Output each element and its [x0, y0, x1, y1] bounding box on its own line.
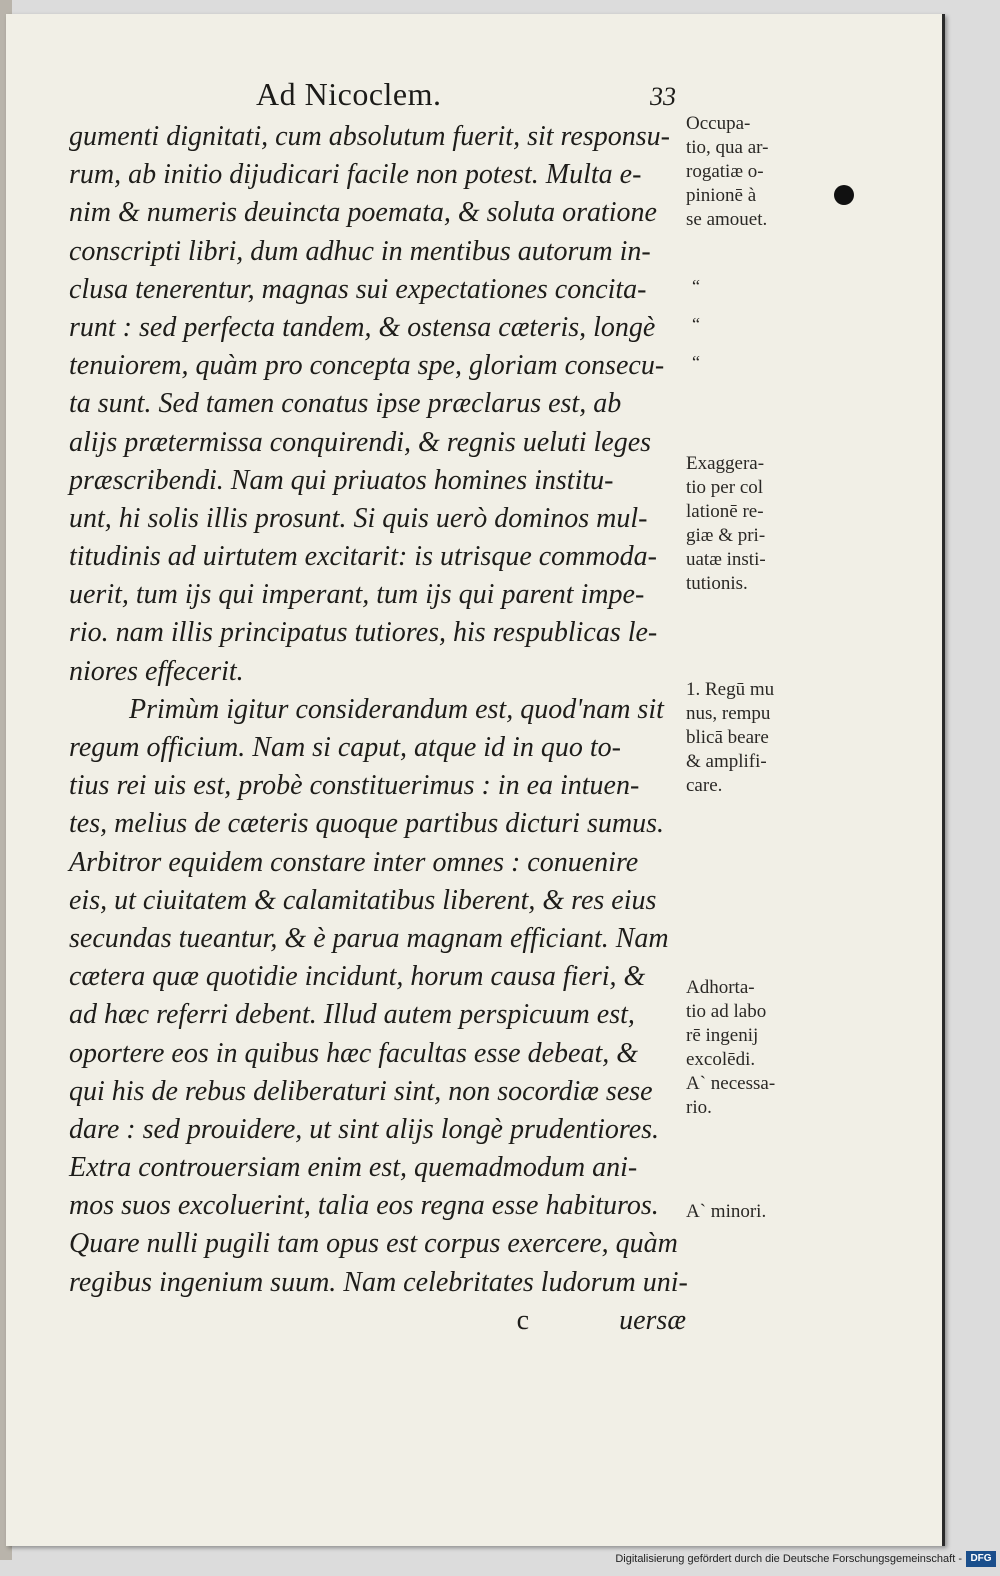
- paragraph-start-line: Primùm igitur considerandum est, quod'nam sit: [129, 693, 664, 725]
- text-line: clusa tenerentur, magnas sui expectationes concita-: [69, 273, 647, 305]
- margin-note-regum-munus: 1. Regū mu nus, rempu blicā beare & amplifi- care.: [686, 679, 775, 796]
- text-line: mos suos excoluerint, talia eos regna esse habituros.: [69, 1190, 659, 1222]
- text-line: Extra controuersiam enim est, quemadmodum ani-: [69, 1152, 638, 1184]
- quote-mark: “: [692, 314, 700, 335]
- text-line: dare : sed prouidere, ut sint alijs longè prudentiores.: [69, 1113, 660, 1145]
- text-line: runt : sed perfecta tandem, & ostensa cæteris, longè: [69, 311, 656, 343]
- dfg-logo: DFG: [966, 1551, 996, 1567]
- text-line: conscripti libri, dum adhuc in mentibus autorum in-: [69, 235, 651, 267]
- text-line: ta sunt. Sed tamen conatus ipse præclarus est, ab: [69, 388, 622, 420]
- quote-mark: “: [692, 276, 700, 296]
- quote-mark: “: [692, 352, 700, 373]
- text-line: secundas tueantur, & è parua magnam efficiant. Nam: [69, 922, 669, 954]
- text-line: tenuiorem, quàm pro concepta spe, gloriam consecu-: [69, 350, 665, 382]
- text-line: tius rei uis est, probè constituerimus : in ea intuen-: [69, 770, 640, 802]
- text-line: rum, ab initio dijudicari facile non potest. Multa e-: [69, 159, 642, 191]
- text-line: eis, ut ciuitatem & calamitatibus liberent, & res eius: [69, 884, 657, 916]
- signature-line: [69, 1302, 689, 1340]
- text-line: niores effecerit.: [69, 655, 244, 687]
- text-line: ad hæc referri debent. Illud autem perspicuum est,: [69, 999, 635, 1031]
- text-line: Quare nulli pugili tam opus est corpus exercere, quàm: [69, 1228, 678, 1260]
- text-line: uerit, tum ijs qui imperant, tum ijs qui parent impe-: [69, 579, 645, 611]
- text-line: unt, hi solis illis prosunt. Si quis uerò dominos mul-: [69, 502, 648, 534]
- text-line: nim & numeris deuincta poemata, & soluta oratione: [69, 197, 657, 229]
- text-line: gumenti dignitati, cum absolutum fuerit, sit responsu-: [69, 121, 670, 152]
- margin-note-a-minori: A` minori.: [686, 1201, 767, 1222]
- text-line: alijs prætermissa conquirendi, & regnis ueluti leges: [69, 426, 652, 458]
- book-page: [6, 14, 945, 1546]
- page-number: 33: [650, 82, 676, 111]
- margin-note-exaggeratio: Exaggera- tio per col lationē re- giæ & pri- uatæ insti- tutionis.: [686, 453, 766, 594]
- text-line: regibus ingenium suum. Nam celebritates ludorum uni-: [69, 1266, 688, 1298]
- text-line: præscribendi. Nam qui priuatos homines institu-: [69, 464, 614, 496]
- text-line: titudinis ad uirtutem excitarit: is utrisque commoda-: [69, 541, 657, 573]
- text-line: tes, melius de cæteris quoque partibus dicturi sumus.: [69, 808, 664, 840]
- ink-dot: [834, 185, 854, 205]
- page-header: [256, 76, 676, 124]
- margin-note-adhortatio: Adhorta- tio ad labo rē ingenij excolēdi. A` necessa- rio.: [686, 977, 776, 1118]
- text-line: rio. nam illis principatus tutiores, his respublicas le-: [69, 617, 658, 649]
- text-line: Arbitror equidem constare inter omnes : conuenire: [69, 846, 639, 878]
- text-line: qui his de rebus deliberaturi sint, non socordiæ sese: [69, 1075, 653, 1107]
- text-line: cætera quæ quotidie incidunt, horum causa fieri, &: [69, 961, 646, 993]
- catchword: uersæ: [619, 1304, 686, 1336]
- body-text: [69, 118, 689, 1340]
- margin-note-occupatio: Occupa- tio, qua ar- rogatiæ o- pinionē à se amouet.: [686, 113, 769, 230]
- text-line: oportere eos in quibus hæc facultas esse debeat, &: [69, 1037, 638, 1069]
- digitization-credit: Digitalisierung gefördert durch die Deutsche Forschungsgemeinschaft -: [615, 1553, 962, 1565]
- running-title: Ad Nicoclem.: [256, 76, 442, 112]
- quotation-marks: [692, 276, 722, 391]
- signature-mark: c: [516, 1304, 529, 1336]
- text-line: regum officium. Nam si caput, atque id in quo to-: [69, 732, 621, 763]
